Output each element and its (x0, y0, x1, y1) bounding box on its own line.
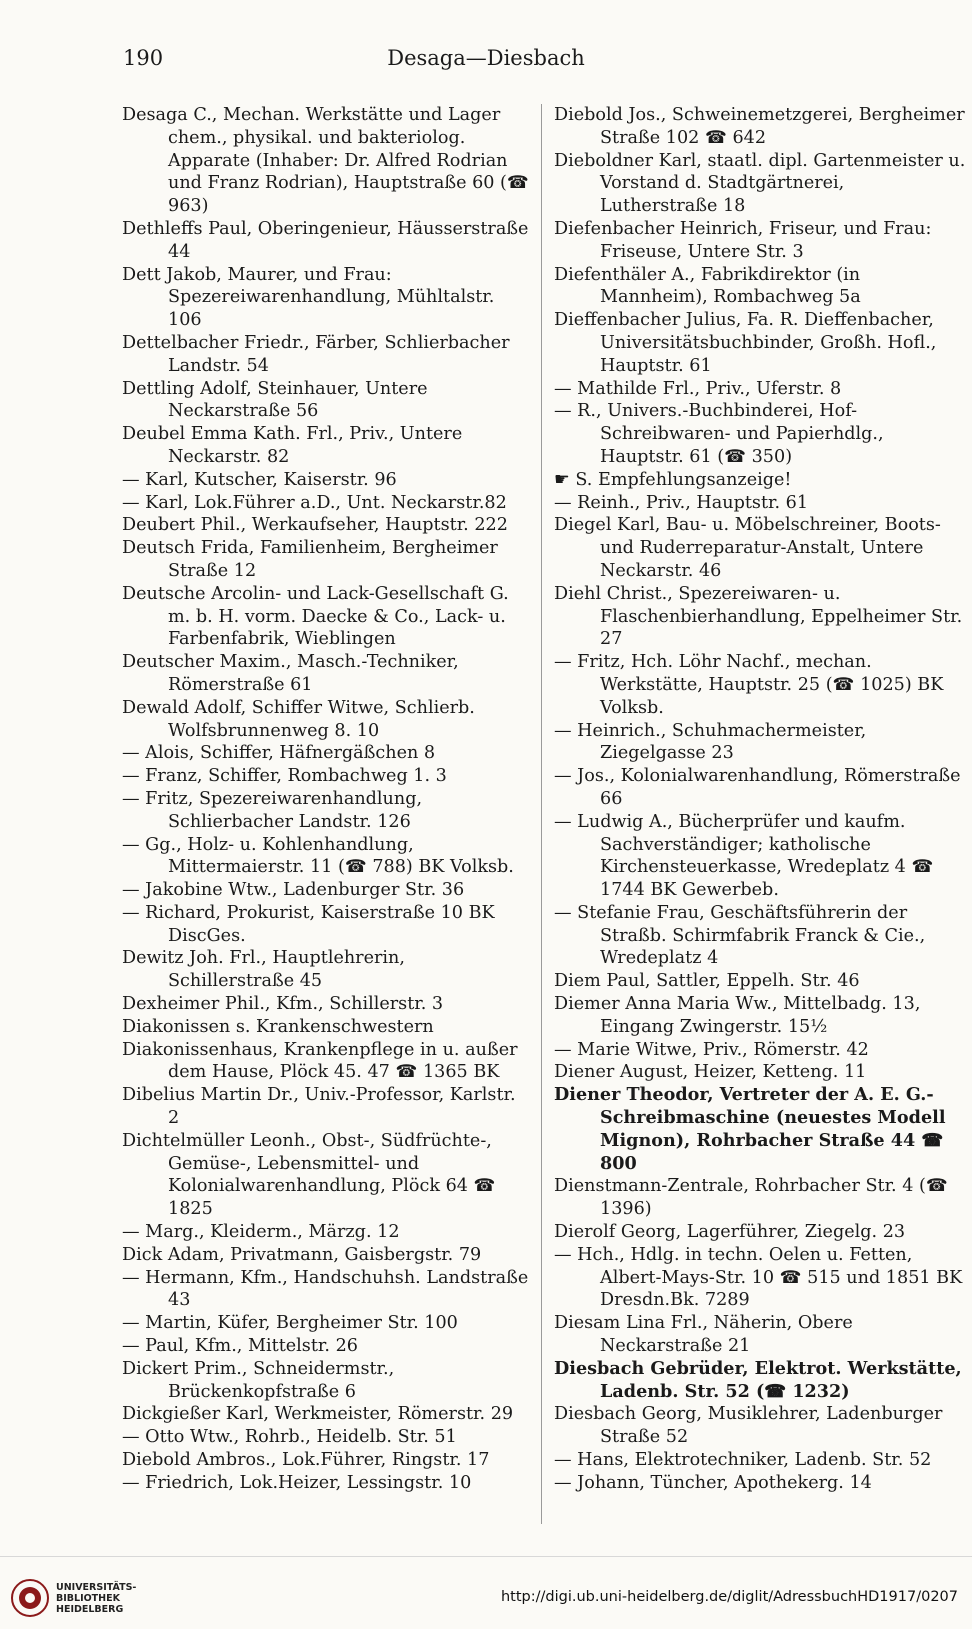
directory-entry: — Heinrich., Schuhmachermeister, Ziegelgasse 23 (554, 720, 867, 764)
directory-entry: — Jos., Kolonialwarenhandlung, Römerstraße 66 (554, 766, 961, 809)
directory-entry: — Marie Witwe, Priv., Römerstr. 42 (554, 1039, 869, 1060)
directory-entry: Diemer Anna Maria Ww., Mittelbadg. 13, Eingang Zwingerstr. 15½ (554, 994, 921, 1037)
directory-entry: Dierolf Georg, Lagerführer, Ziegelg. 23 (554, 1222, 906, 1243)
directory-entry: Deubert Phil., Werkaufseher, Hauptstr. 222 (122, 515, 508, 536)
directory-entry: Diener Theodor, Vertreter der A. E. G.-Schreibmaschine (neuestes Modell Mignon), Rohrbacher Straße 44 ☎ 800 (554, 1084, 946, 1174)
library-logo[interactable] (10, 1578, 136, 1618)
footer-rule (0, 1556, 972, 1557)
directory-entry: — Hans, Elektrotechniker, Ladenb. Str. 52 (554, 1450, 932, 1471)
directory-entry: Deubel Emma Kath. Frl., Priv., Untere Neckarstr. 82 (122, 424, 463, 467)
directory-entry: — R., Univers.-Buchbinderei, Hof-Schreibwaren- und Papierhdlg., Hauptstr. 61 (☎ 350) (554, 401, 884, 467)
directory-entry: Diener August, Heizer, Ketteng. 11 (554, 1062, 867, 1083)
directory-entry: Diesbach Gebrüder, Elektrot. Werkstätte, Ladenb. Str. 52 (☎ 1232) (554, 1357, 962, 1402)
directory-entry: — Friedrich, Lok.Heizer, Lessingstr. 10 (122, 1472, 472, 1493)
directory-entry: Dieboldner Karl, staatl. dipl. Gartenmeister u. Vorstand d. Stadtgärtnerei, Lutherstraße 18 (554, 150, 966, 217)
directory-entry: — Fritz, Spezereiwarenhandlung, Schlierbacher Landstr. 126 (122, 788, 423, 832)
directory-entry: — Marg., Kleiderm., Märzg. 12 (122, 1222, 400, 1243)
directory-entry: — Fritz, Hch. Löhr Nachf., mechan. Werkstätte, Hauptstr. 25 (☎ 1025) BK Volksb. (554, 652, 944, 718)
directory-entry: Dewald Adolf, Schiffer Witwe, Schlierb. Wolfsbrunnenweg 8. 10 (122, 697, 475, 741)
directory-entry: — Hch., Hdlg. in techn. Oelen u. Fetten, Albert-Mays-Str. 10 ☎ 515 und 1851 BK Dresdn.Bk. 7289 (554, 1244, 963, 1311)
directory-entry: Dettling Adolf, Steinhauer, Untere Neckarstraße 56 (122, 378, 428, 422)
directory-entry: Dettelbacher Friedr., Färber, Schlierbacher Landstr. 54 (122, 332, 510, 376)
directory-entry: — Martin, Küfer, Bergheimer Str. 100 (122, 1313, 458, 1334)
directory-entry: — Johann, Tüncher, Apothekerg. 14 (554, 1472, 872, 1493)
directory-entry: — Paul, Kfm., Mittelstr. 26 (122, 1336, 358, 1357)
directory-entry: Deutsch Frida, Familienheim, Bergheimer Straße 12 (122, 538, 498, 581)
right-column (554, 104, 966, 1495)
page-number: 190 (123, 46, 164, 70)
directory-entry: Diegel Karl, Bau- u. Möbelschreiner, Boots- und Ruderreparatur-Anstalt, Untere Neckarstr. 46 (554, 515, 941, 581)
source-url[interactable]: http://digi.ub.uni-heidelberg.de/diglit/AdressbuchHD1917/0207 (500, 1589, 958, 1605)
directory-entry: Diesam Lina Frl., Näherin, Obere Neckarstraße 21 (554, 1313, 853, 1357)
directory-entry: Dieffenbacher Julius, Fa. R. Dieffenbacher, Universitätsbuchbinder, Großh. Hofl., Hauptstr. 61 (554, 310, 937, 376)
directory-entry: — Otto Wtw., Rohrb., Heidelb. Str. 51 (122, 1427, 457, 1448)
column-divider (541, 104, 542, 1524)
directory-entry: Dett Jakob, Maurer, und Frau: Spezereiwarenhandlung, Mühltalstr. 106 (122, 264, 495, 331)
left-column (122, 104, 530, 1495)
directory-entry: Dienstmann-Zentrale, Rohrbacher Str. 4 (☎ 1396) (554, 1176, 948, 1220)
directory-entry: Diakonissenhaus, Krankenpflege in u. außer dem Hause, Plöck 45. 47 ☎ 1365 BK (122, 1039, 518, 1083)
directory-entry: Deutsche Arcolin- und Lack-Gesellschaft G. m. b. H. vorm. Daecke & Co., Lack- u. Farbenfabrik, Wieblingen (122, 583, 509, 650)
directory-entry: Diebold Jos., Schweinemetzgerei, Bergheimer Straße 102 ☎ 642 (554, 105, 965, 148)
library-logo-text (56, 1582, 136, 1615)
logo-line: BIBLIOTHEK (56, 1592, 120, 1604)
directory-entry: Diem Paul, Sattler, Eppelh. Str. 46 (554, 971, 860, 992)
directory-entry: — Karl, Lok.Führer a.D., Unt. Neckarstr.82 (122, 492, 507, 513)
directory-entry: Deutscher Maxim., Masch.-Techniker, Römerstraße 61 (122, 652, 459, 695)
directory-entry: — Richard, Prokurist, Kaiserstraße 10 BK DiscGes. (122, 902, 495, 946)
directory-entry: Diakonissen s. Krankenschwestern (122, 1016, 434, 1037)
directory-entry: — Franz, Schiffer, Rombachweg 1. 3 (122, 766, 447, 787)
logo-line: HEIDELBERG (56, 1603, 124, 1615)
directory-entry: — Alois, Schiffer, Häfnergäßchen 8 (122, 743, 436, 764)
directory-entry: — Stefanie Frau, Geschäftsführerin der Straßb. Schirmfabrik Franck & Cie., Wredeplatz 4 (554, 902, 926, 969)
directory-entry: Diefenthäler A., Fabrikdirektor (in Mannheim), Rombachweg 5a (554, 264, 861, 308)
directory-entry: Dickert Prim., Schneidermstr., Brückenkopfstraße 6 (122, 1358, 395, 1402)
directory-entry: — Ludwig A., Bücherprüfer und kaufm. Sachverständiger; katholische Kirchensteuerkasse, Wredeplatz 4 ☎ 1744 BK Gewerbeb. (554, 811, 934, 901)
directory-entry: Diebold Ambros., Lok.Führer, Ringstr. 17 (122, 1450, 490, 1471)
directory-entry: — Hermann, Kfm., Handschuhsh. Landstraße 43 (122, 1267, 529, 1311)
directory-entry: Dexheimer Phil., Kfm., Schillerstr. 3 (122, 994, 444, 1015)
directory-entry: Diehl Christ., Spezereiwaren- u. Flaschenbierhandlung, Eppelheimer Str. 27 (554, 583, 963, 650)
directory-entry: Dewitz Joh. Frl., Hauptlehrerin, Schillerstraße 45 (122, 948, 405, 992)
directory-entry: — Gg., Holz- u. Kohlenhandlung, Mittermaierstr. 11 (☎ 788) BK Volksb. (122, 834, 514, 878)
library-seal-icon (10, 1578, 50, 1618)
directory-entry: — Karl, Kutscher, Kaiserstr. 96 (122, 469, 397, 490)
directory-entry: — Mathilde Frl., Priv., Uferstr. 8 (554, 378, 842, 399)
directory-entry: ☛ S. Empfehlungsanzeige! (554, 469, 792, 490)
directory-entry: Diesbach Georg, Musiklehrer, Ladenburger Straße 52 (554, 1404, 943, 1448)
directory-entry: — Reinh., Priv., Hauptstr. 61 (554, 492, 809, 513)
directory-entry: Dichtelmüller Leonh., Obst-, Südfrüchte-, Gemüse-, Lebensmittel- und Kolonialwarenhandlung, Plöck 64 ☎ 1825 (122, 1130, 496, 1220)
directory-entry: Diefenbacher Heinrich, Friseur, und Frau: Friseuse, Untere Str. 3 (554, 218, 932, 262)
logo-line: UNIVERSITÄTS- (56, 1581, 137, 1593)
directory-entry: Dick Adam, Privatmann, Gaisbergstr. 79 (122, 1244, 482, 1265)
running-head: Desaga—Diesbach (387, 46, 585, 70)
directory-entry: — Jakobine Wtw., Ladenburger Str. 36 (122, 880, 465, 901)
directory-entry: Dethleffs Paul, Oberingenieur, Häusserstraße 44 (122, 218, 529, 262)
directory-entry: Desaga C., Mechan. Werkstätte und Lager chem., physikal. und bakteriolog. Apparate (Inhaber: Dr. Alfred Rodrian und Franz Rodrian), Hauptstraße 60 (☎ 963) (122, 105, 529, 217)
directory-entry: Dibelius Martin Dr., Univ.-Professor, Karlstr. 2 (122, 1085, 516, 1129)
directory-entry: Dickgießer Karl, Werkmeister, Römerstr. 29 (122, 1404, 514, 1425)
